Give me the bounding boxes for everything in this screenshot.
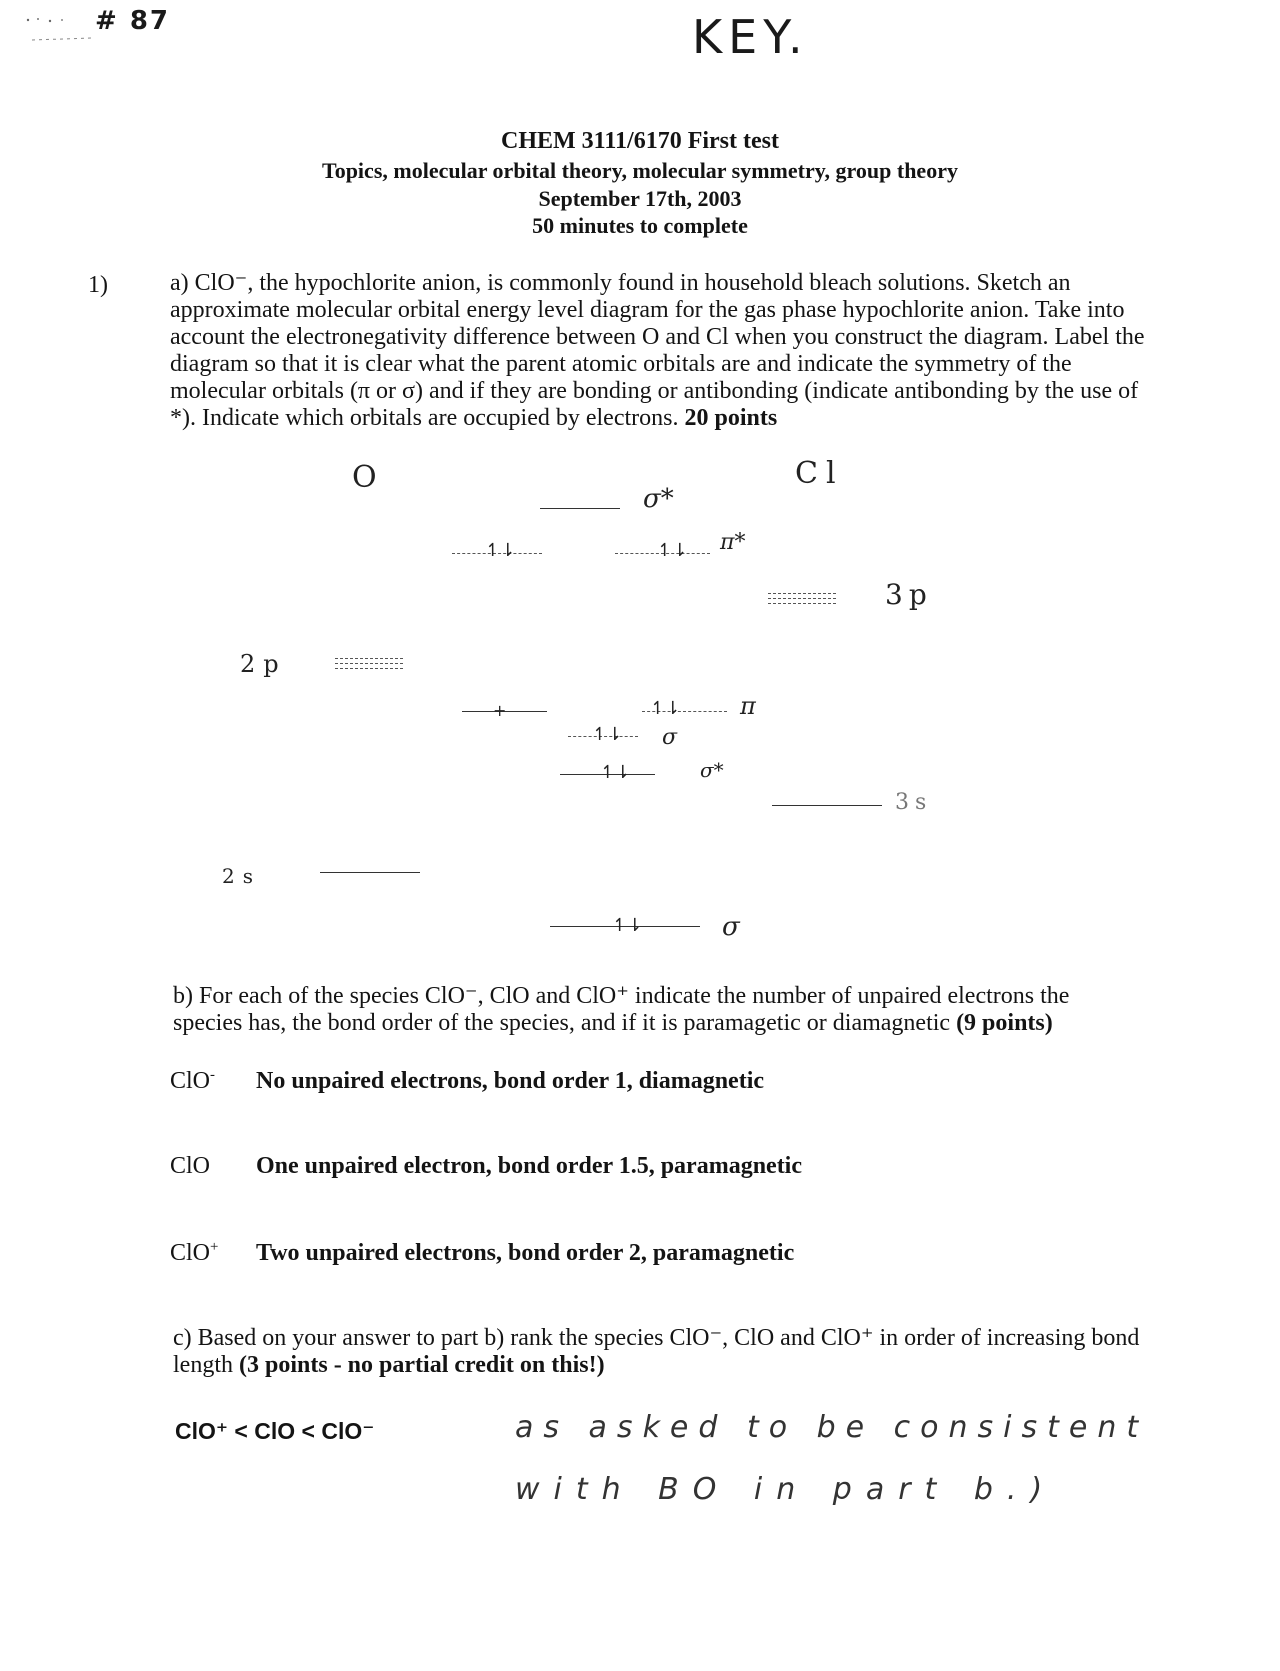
mo-label-pi-star: π* <box>720 530 746 555</box>
answer-row-cation <box>170 1240 1070 1267</box>
mo-level-cl-3p-b <box>768 598 836 599</box>
mo-label-sigma-mid: σ <box>662 725 678 750</box>
mo-level-cl-3s <box>772 805 882 806</box>
mo-level-o-2p-b <box>335 663 403 664</box>
handwritten-note-line1: as asked to be consistent <box>515 1410 1149 1445</box>
answer-row-anion <box>170 1068 1070 1095</box>
mo-level-o-2s <box>320 872 420 873</box>
answer-species-cation <box>170 1240 250 1267</box>
mo-electrons-sigma-star-mid: ↿⇂ <box>600 762 631 783</box>
answer-species-cation-charge: + <box>210 1239 219 1255</box>
mo-label-sigma-star-mid: σ* <box>700 758 724 782</box>
scan-specks-svg <box>22 14 94 44</box>
answer-species-neutral-base: ClO <box>170 1153 211 1179</box>
handwritten-note-line2: with BO in part b.) <box>515 1472 1057 1507</box>
mo-label-pi: π <box>740 692 756 720</box>
question-1a-body: a) ClO⁻, the hypochlorite anion, is commonly found in household bleach solutions. Sketch an approximate molecular orbital energy level diagram for the gas phase hypochlorite anion. Take into account the electronegativity difference between O and Cl when you construct the diagram. Label the diagram so that it is clear what the parent atomic orbitals are and indicate the symmetry of the molecular orbitals (π or σ) and if they are bonding or antibonding (indicate antibonding by the use of *). Indicate which orbitals are occupied by electrons. <box>170 270 1145 431</box>
mo-electrons-pi-star-right: ↿⇂ <box>657 540 688 561</box>
mo-electrons-pi-right: ↿⇂ <box>650 698 681 719</box>
mo-diagram <box>0 456 1280 942</box>
mo-label-2p: 2p <box>240 650 287 678</box>
mo-label-sigma-star-top: σ* <box>643 484 674 514</box>
mo-level-o-2p-a <box>335 658 403 659</box>
exam-topics: Topics, molecular orbital theory, molecular symmetry, group theory <box>322 158 958 183</box>
answer-species-anion-base: ClO <box>170 1068 211 1094</box>
answer-text-anion: No unpaired electrons, bond order 1, diamagnetic <box>256 1068 765 1094</box>
mo-level-sigma-star-top <box>540 508 620 509</box>
question-1b-body: b) For each of the species ClO⁻, ClO and ClO⁺ indicate the number of unpaired electrons the species has, the bond order of the species, and if it is paramagetic or diamagnetic <box>173 983 1070 1036</box>
mo-label-2s: 2s <box>222 864 261 888</box>
mo-electrons-pi-star-left: ↿⇂ <box>485 540 516 561</box>
answer-text-neutral: One unpaired electron, bond order 1.5, paramagnetic <box>256 1153 802 1179</box>
mo-label-sigma-bottom: σ <box>722 912 740 942</box>
mo-level-o-2p-c <box>335 668 403 669</box>
question-1c-body: c) Based on your answer to part b) rank the species ClO⁻, ClO and ClO⁺ in order of increasing bond length <box>173 1325 1140 1378</box>
answer-species-neutral <box>170 1153 250 1180</box>
mo-label-chlorine: Cl <box>795 456 844 491</box>
answer-species-anion <box>170 1068 250 1095</box>
mo-label-oxygen: O <box>352 460 377 495</box>
answer-row-neutral <box>170 1153 1070 1180</box>
question-1a-text <box>170 270 1155 432</box>
question-1c-text <box>173 1325 1143 1379</box>
exam-duration: 50 minutes to complete <box>532 213 748 238</box>
answer-text-cation: Two unpaired electrons, bond order 2, paramagnetic <box>256 1240 795 1266</box>
answer-1c: ClO⁺ < ClO < ClO⁻ <box>175 1418 375 1444</box>
handwritten-corner-mark: # 87 <box>95 6 171 36</box>
mo-label-3p: 3p <box>885 578 933 611</box>
question-1a-points: 20 points <box>684 405 778 431</box>
answer-species-anion-charge: - <box>210 1067 215 1083</box>
mo-level-cl-3p-a <box>768 593 836 594</box>
question-1c-points: (3 points - no partial credit on this!) <box>239 1352 605 1378</box>
question-1b-points: (9 points) <box>956 1010 1053 1036</box>
mo-electrons-sigma-bottom: ↿⇂ <box>612 915 643 936</box>
exam-title: CHEM 3111/6170 First test <box>501 128 779 154</box>
handwritten-key: KEY. <box>692 10 809 64</box>
question-1b-text <box>173 983 1143 1037</box>
mo-electrons-sigma-mid: ↿⇂ <box>592 724 623 745</box>
answer-species-cation-base: ClO <box>170 1240 211 1266</box>
question-number: 1) <box>88 272 108 298</box>
exam-date: September 17th, 2003 <box>538 186 742 211</box>
mo-electrons-pi-left: + <box>493 701 507 720</box>
mo-level-cl-3p-c <box>768 603 836 604</box>
scan-specks <box>22 14 94 44</box>
mo-label-3s: 3s <box>895 790 933 815</box>
